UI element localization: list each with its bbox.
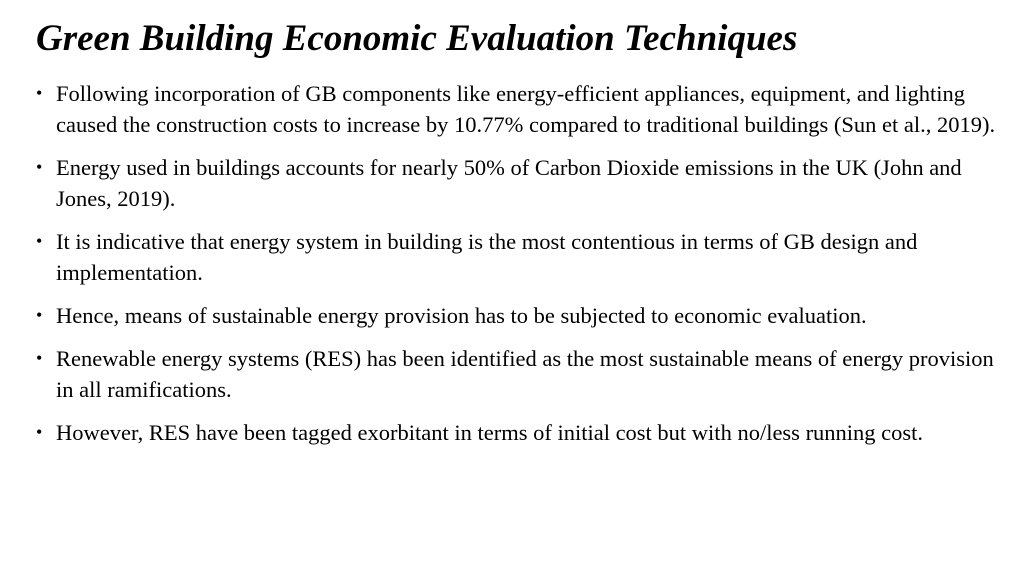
bullet-marker: • (36, 231, 43, 251)
bullet-item-3 (36, 226, 1004, 288)
bullet-item-5 (36, 343, 1004, 405)
bullet-marker: • (36, 157, 43, 177)
bullet-item-2 (36, 152, 1004, 214)
bullet-text-1: Following incorporation of GB components like energy-efficient appliances, equipment, and lighting caused the construction costs to increase by 10.77% compared to traditional buildings (Sun et al., 2019). (56, 81, 996, 137)
bullet-item-1 (36, 78, 1004, 140)
bullet-text-6: However, RES have been tagged exorbitant in terms of initial cost but with no/less running cost. (56, 420, 924, 445)
bullet-item-4 (36, 300, 1004, 331)
bullet-marker: • (36, 83, 43, 103)
bullet-marker: • (36, 305, 43, 325)
bullet-marker: • (36, 348, 43, 368)
bullet-text-2: Energy used in buildings accounts for nearly 50% of Carbon Dioxide emissions in the UK (John and Jones, 2019). (56, 155, 962, 211)
bullet-text-5: Renewable energy systems (RES) has been identified as the most sustainable means of energy provision in all ramifications. (56, 346, 994, 402)
bullet-text-4: Hence, means of sustainable energy provision has to be subjected to economic evaluation. (56, 303, 867, 328)
bullet-list (36, 78, 1004, 460)
bullet-text-3: It is indicative that energy system in building is the most contentious in terms of GB design and implementation. (56, 229, 918, 285)
bullet-item-6 (36, 417, 1004, 448)
slide-title: Green Building Economic Evaluation Techniques (36, 18, 798, 59)
bullet-marker: • (36, 422, 43, 442)
